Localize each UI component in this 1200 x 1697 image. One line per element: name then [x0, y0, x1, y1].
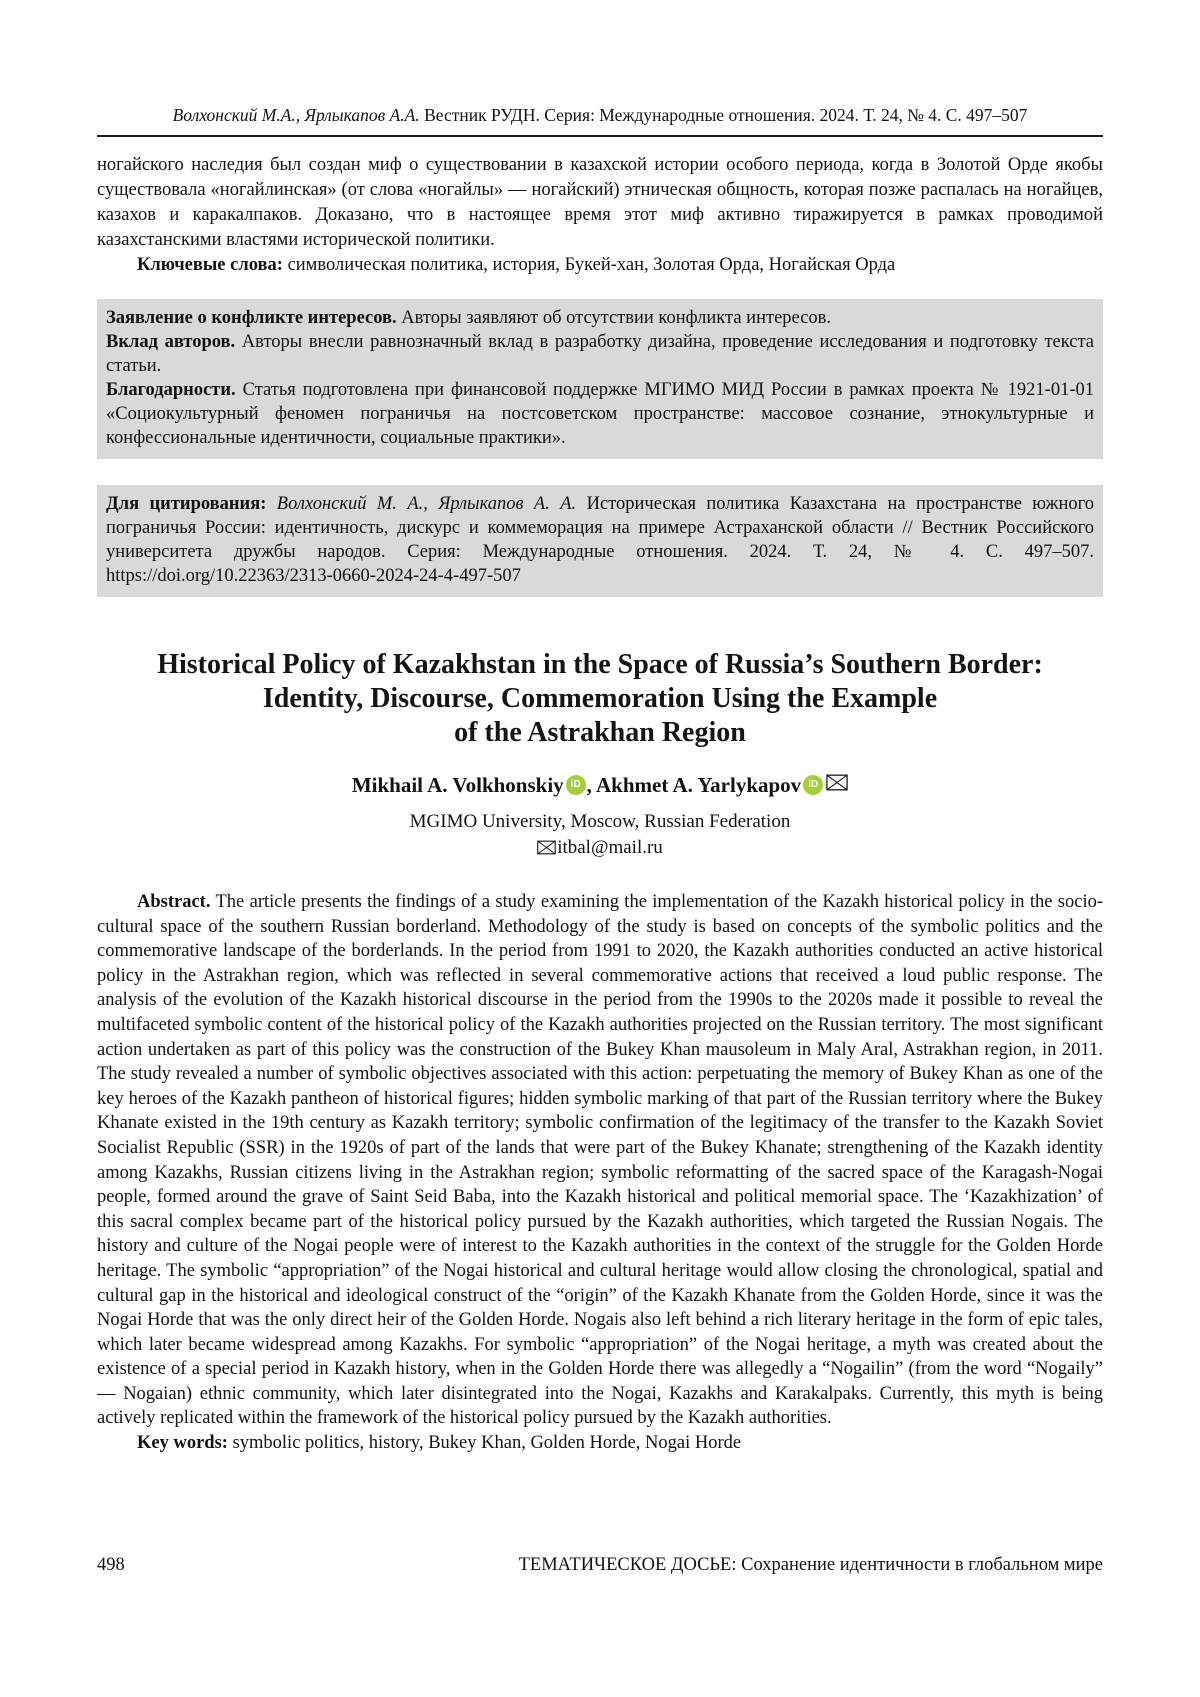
authors-contribution-label: Вклад авторов. [106, 332, 236, 352]
email-line [97, 837, 1103, 859]
authors-line [97, 773, 1103, 798]
acknowledgements-label: Благодарности. [106, 380, 236, 400]
author-name-yarlykapov: Akhmet A. Yarlykapov [596, 773, 802, 797]
article-title [97, 648, 1103, 750]
email-envelope-icon [537, 837, 557, 858]
orcid-icon[interactable] [803, 775, 823, 795]
authors-separator: , [586, 773, 597, 797]
citation-paragraph [106, 492, 1094, 588]
footer-section-title: ТЕМАТИЧЕСКОЕ ДОСЬЕ: Сохранение идентичности в глобальном мире [518, 1555, 1103, 1575]
article-title-line-2: Identity, Discourse, Commemoration Using the Example [262, 683, 938, 714]
conflict-of-interest-box [97, 299, 1103, 459]
english-keywords-line [97, 1431, 1103, 1456]
russian-keywords-text: символическая политика, история, Букей-хан, Золотая Орда, Ногайская Орда [282, 255, 896, 275]
conflict-statement [106, 306, 1094, 330]
email-address[interactable]: itbal@mail.ru [557, 837, 663, 858]
continuation-paragraph: ногайского наследия был создан миф о существовании в казахской истории особого периода, когда в Золотой Орде якобы существовала «ногайлинская» (от слова «ногайлы» — ногайский) этническая общность, которая позже распалась на ногайцев, казахов и каракалпаков. Доказано, что в настоящее время этот миф активно тиражируется в рамках проводимой казахстанскими властями исторической политики. [97, 155, 1103, 250]
article-title-line-3: of the Astrakhan Region [454, 717, 746, 748]
citation-label: Для цитирования: [106, 494, 267, 514]
conflict-statement-label: Заявление о конфликте интересов. [106, 308, 397, 328]
authors-contribution [106, 330, 1094, 378]
abstract-label: Abstract. [137, 892, 211, 912]
page-footer [97, 1555, 1103, 1576]
running-header-authors: Волхонский М.А., Ярлыкапов А.А. [172, 105, 420, 125]
abstract-text: The article presents the findings of a study examining the implementation of the Kazakh historical policy in the socio-cultural space of the southern Russian borderland. Methodology of the study is based on concepts of the symbolic politics and the commemorative landscape of the borderlands. In the period from 1991 to 2020, the Kazakh authorities conducted an active historical policy in the Astrakhan region, which was reflected in several commemorative actions that received a loud public response. The analysis of the evolution of the Kazakh historical discourse in the period from the 1990s to the 2020s made it possible to reveal the multifaceted symbolic content of the historical policy of the Kazakh authorities projected on the Russian territory. The most significant action undertaken as part of this policy was the construction of the Bukey Khan mausoleum in Maly Aral, Astrakhan region, in 2011. The study revealed a number of symbolic objectives associated with this action: perpetuating the memory of Bukey Khan as one of the key heroes of the Kazakh pantheon of historical figures; hidden symbolic marking of that part of the Russian territory where the Bukey Khanate existed in the 19th century as Kazakh territory; symbolic confirmation of the legitimacy of the transfer to the Kazakh Soviet Socialist Republic (SSR) in the 1920s of part of the lands that were part of the Bukey Khanate; strengthening of the Kazakh identity among Kazakhs, Russian citizens living in the Astrakhan region; symbolic reformatting of the sacred space of the Karagash-Nogai people, formed around the grave of Saint Seid Baba, into the Kazakh historical and political memorial space. The ‘Kazakhization’ of this sacral complex became part of the historical policy pursued by the Kazakh authorities, which targeted the Russian Nogais. The history and culture of the Nogai people were of interest to the Kazakh authorities in the context of the struggle for the Golden Horde heritage. The symbolic “appropriation” of the Nogai historical and cultural heritage would allow closing the chronological, spatial and cultural gap in the historical and ideological construct of the “origin” of the Kazakh Khanate from the Golden Horde, since it was the Nogai Horde that was the only direct heir of the Golden Horde. Nogais also left behind a rich literary heritage in the form of epic tales, which later became widespread among Kazakhs. For symbolic “appropriation” of the Nogai heritage, a myth was created about the existence of a special period in Kazakh history, when in the Golden Horde there was allegedly a “Nogailin” (from the word “Nogaily” — Nogaian) ethnic community, which later disintegrated into the Nogai, Kazakhs and Karakalpaks. Currently, this myth is being actively replicated within the framework of the historical policy pursued by the Kazakh authorities. [97, 892, 1103, 1429]
orcid-icon-text: iD [808, 779, 819, 790]
citation-box [97, 485, 1103, 597]
russian-keywords-label: Ключевые слова: [137, 255, 283, 275]
citation-text: Историческая политика Казахстана на пространстве южного пограничья России: идентичность, дискурс и коммеморация на примере Астраханской области // Вестник Российского университета дружбы народов. Серия: Международные отношения. 2024. Т. 24, № 4. С. 497–507. https://doi.org/10.22363/2313-0660-2024-24-4-497-507 [106, 494, 1094, 586]
russian-keywords-line [97, 253, 1103, 278]
orcid-icon[interactable] [566, 775, 586, 795]
author-name-volkhonskiy: Mikhail A. Volkhonskiy [351, 773, 564, 797]
article-title-line-1: Historical Policy of Kazakhstan in the Space of Russia’s Southern Border: [157, 649, 1043, 680]
running-header-journal-info: Вестник РУДН. Серия: Международные отношения. 2024. Т. 24, № 4. С. 497–507 [419, 105, 1028, 125]
acknowledgements [106, 378, 1094, 450]
abstract-paragraph [97, 890, 1103, 1431]
conflict-statement-text: Авторы заявляют об отсутствии конфликта интересов. [396, 308, 832, 328]
citation-authors: Волхонский М. А., Ярлыкапов А. А. [266, 494, 587, 514]
page-number: 498 [97, 1555, 125, 1575]
authors-contribution-text: Авторы внесли равнозначный вклад в разработку дизайна, проведение исследования и подготовку текста статьи. [106, 332, 1095, 376]
english-keywords-label: Key words: [137, 1433, 228, 1454]
corresponding-author-envelope-icon[interactable] [824, 773, 848, 797]
running-header [97, 104, 1103, 137]
affiliation: MGIMO University, Moscow, Russian Federation [409, 811, 791, 832]
english-keywords-text: symbolic politics, history, Bukey Khan, Golden Horde, Nogai Horde [227, 1433, 742, 1454]
acknowledgements-text: Статья подготовлена при финансовой поддержке МГИМО МИД России в рамках проекта № 1921-01-01 «Социокультурный феномен пограничья на постсоветском пространстве: массовое сознание, этнокультурные и конфессиональные идентичности, социальные практики». [106, 380, 1094, 448]
orcid-icon-text: iD [570, 779, 581, 790]
